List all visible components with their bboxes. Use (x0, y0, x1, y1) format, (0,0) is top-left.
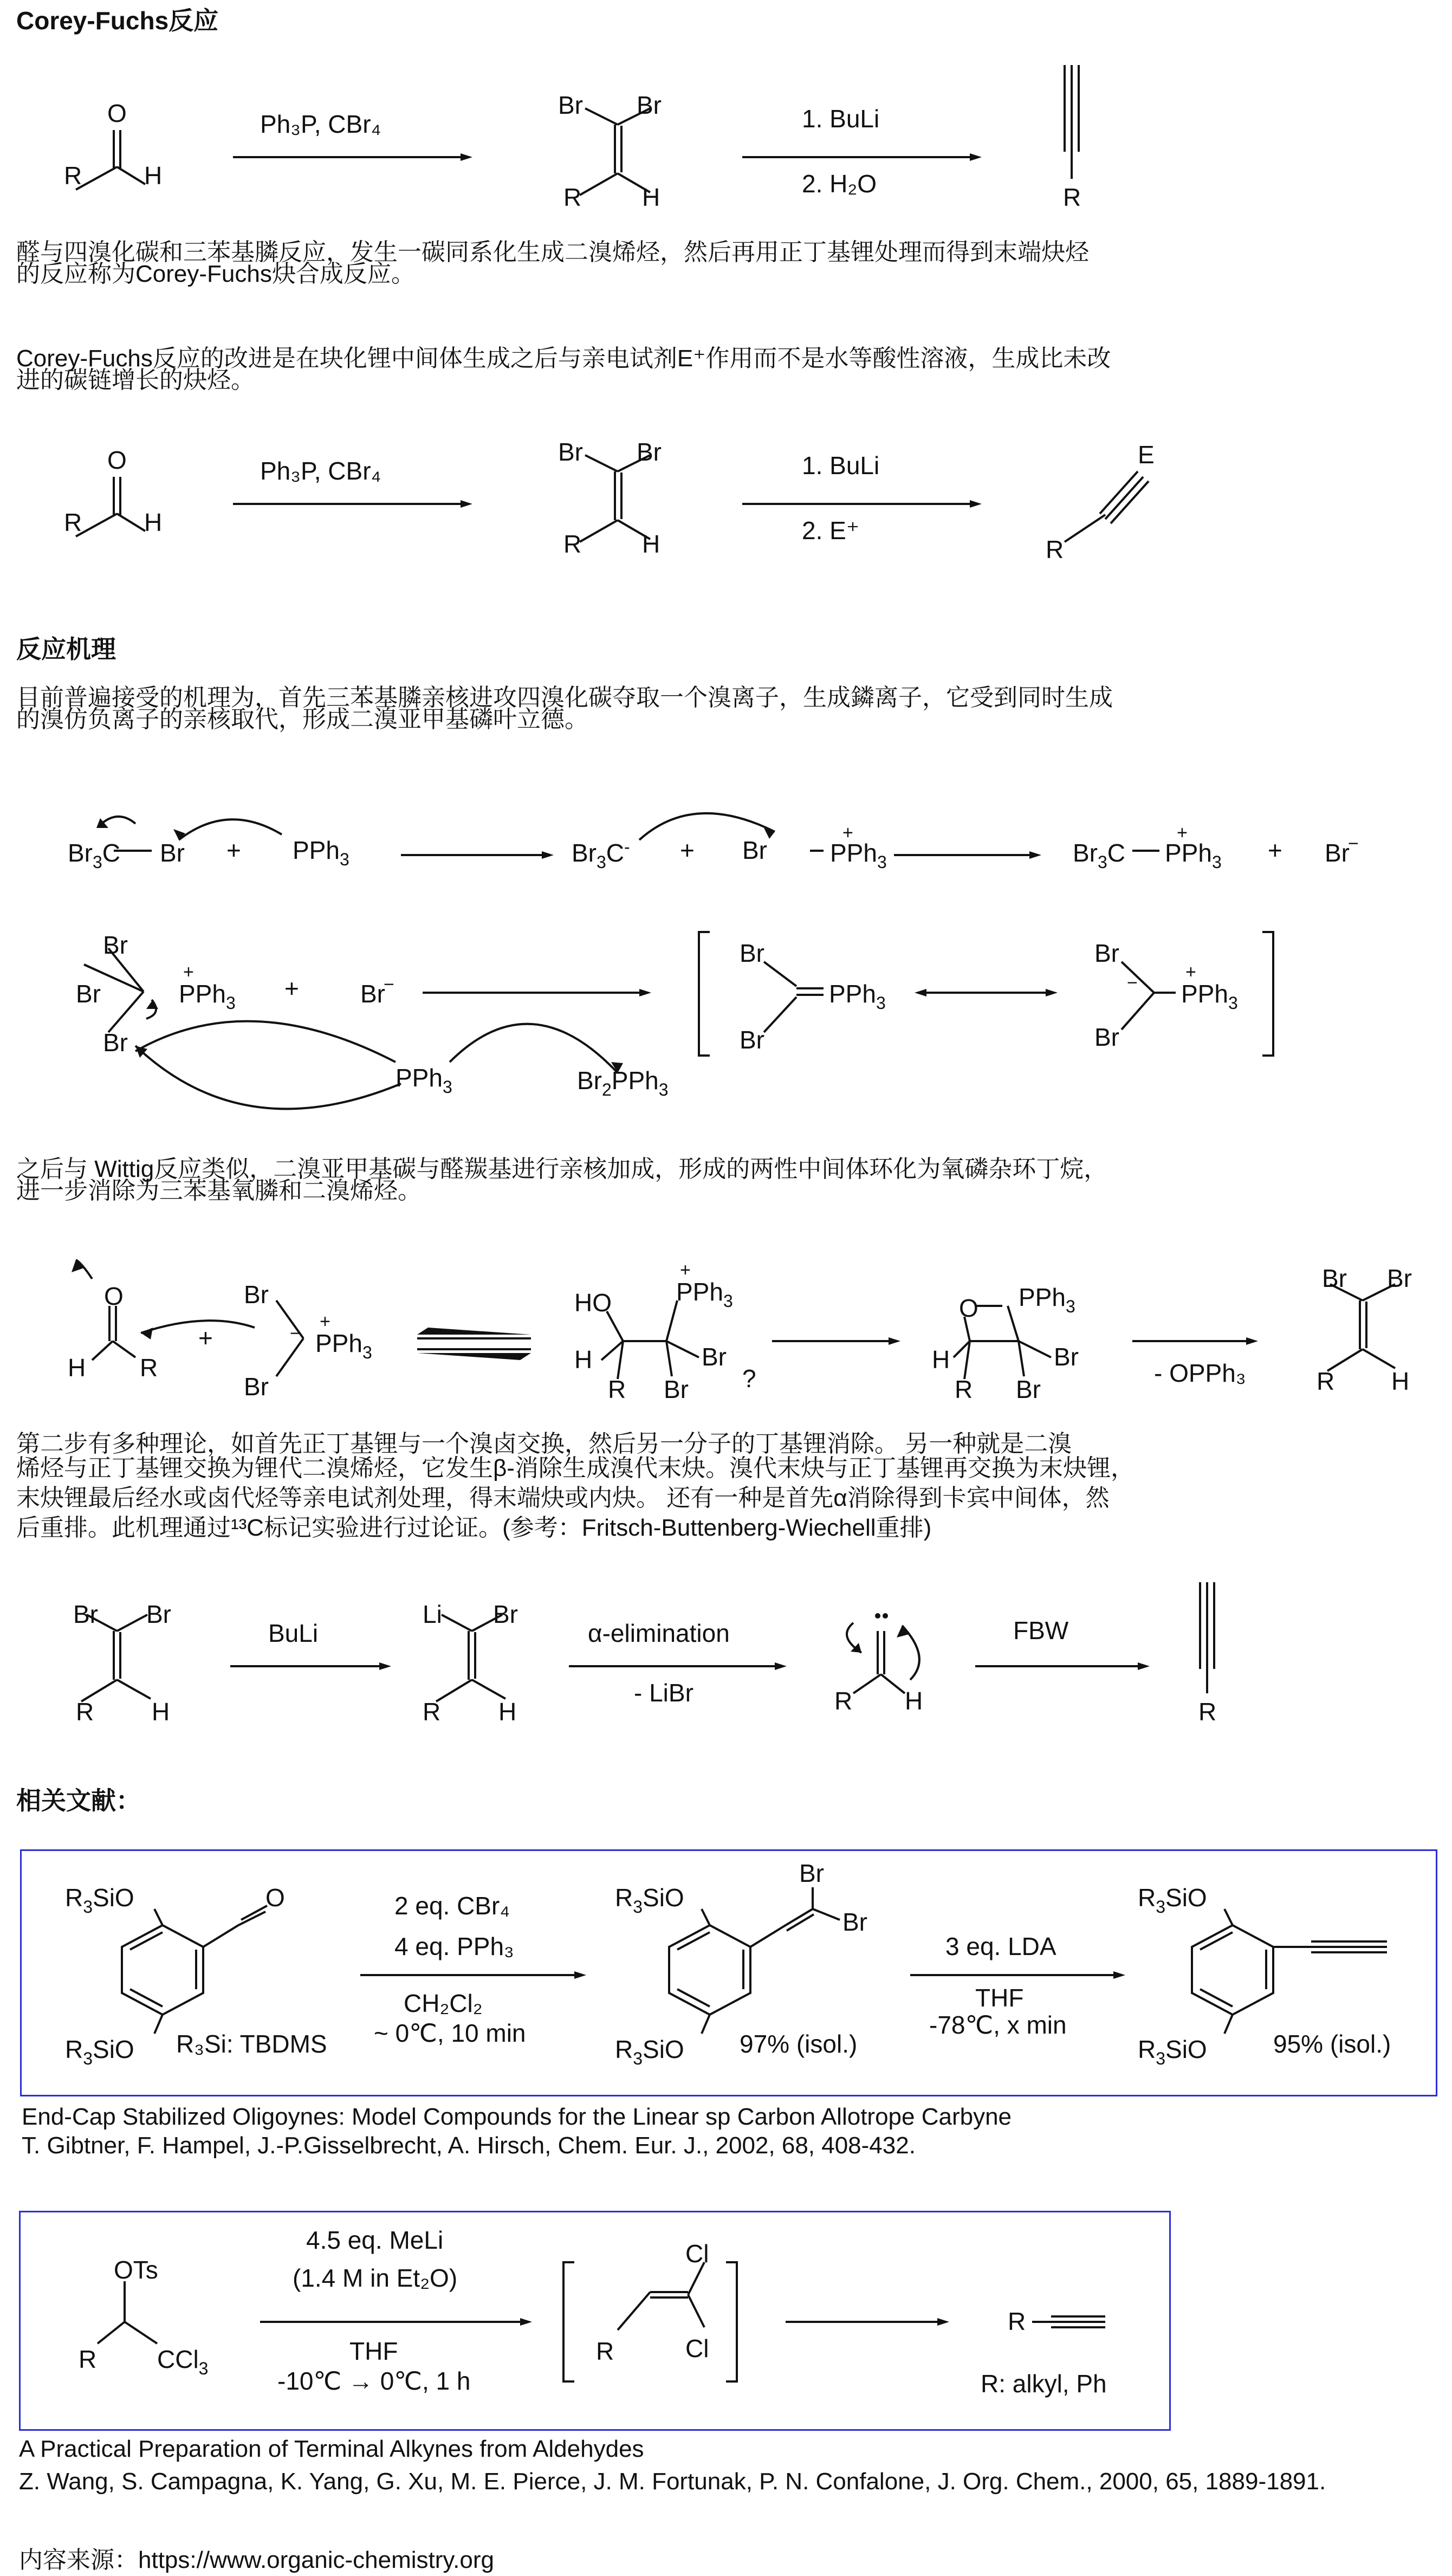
svg-text:R: R (563, 530, 582, 558)
scheme-corey-fuchs-improved (0, 428, 1452, 580)
yield-label: 95% (isol.) (1273, 2030, 1391, 2058)
scheme-corey-fuchs (0, 81, 1452, 233)
svg-text:R3SiO: $R_3SiO$ (65, 2035, 134, 2068)
svg-text:H: H (574, 1345, 593, 1374)
svg-text:OTs: OTs (114, 2256, 158, 2284)
svg-text:R: R (76, 1698, 94, 1726)
svg-text:O: O (107, 446, 127, 474)
svg-text:CH₂Cl₂: CH₂Cl₂ (404, 1989, 483, 2017)
svg-text:O: O (107, 99, 127, 127)
svg-text:Br: Br (493, 1600, 518, 1628)
svg-text:+: + (680, 836, 695, 864)
svg-text:Br: Br (1094, 1023, 1119, 1051)
svg-text:O: O (265, 1884, 285, 1912)
svg-text:Br3C: $Br_3C$ (68, 839, 121, 872)
svg-text:R: R (834, 1687, 853, 1715)
svg-text:PPh3: PPh$_3$ (829, 980, 886, 1013)
svg-text:H: H (905, 1687, 923, 1715)
svg-text:Br: Br (244, 1373, 269, 1401)
reagent-label: Ph₃P, CBr₄ (260, 110, 381, 138)
reference-title: A Practical Preparation of Terminal Alkynes from Aldehydes (19, 2436, 644, 2462)
svg-text:Br: Br (1387, 1264, 1412, 1292)
svg-text:R3SiO: $R_3SiO$ (1138, 2035, 1207, 2068)
mechanism-text: 第二步有多种理论，如首先正丁基锂与一个溴卤交换，然后另一分子的丁基锂消除。 另一种就是二溴 (16, 1431, 1072, 1457)
svg-text:PPh3: PPh$_3$ (396, 1064, 452, 1097)
svg-text:−: − (1348, 833, 1359, 854)
svg-text:-10℃ → 0℃, 1 h: -10℃ → 0℃, 1 h (277, 2367, 471, 2395)
svg-text:R3SiO: $R_3SiO$ (615, 1884, 684, 1917)
svg-text:~ 0℃, 10 min: ~ 0℃, 10 min (374, 2019, 526, 2047)
svg-text:H: H (144, 508, 163, 536)
svg-text:HO: HO (574, 1289, 612, 1317)
svg-text:4 eq. PPh₃: 4 eq. PPh₃ (394, 1932, 514, 1960)
reference-title: End-Cap Stabilized Oligoynes: Model Compounds for the Linear sp Carbon Allotrope Carbyne (22, 2103, 1012, 2130)
svg-text:+: + (183, 962, 194, 982)
svg-text:R: R (64, 508, 82, 536)
intro-line: 的反应称为Corey-Fuchs炔合成反应。 (16, 261, 415, 287)
svg-text:E: E (1138, 441, 1155, 469)
svg-text:R: R (423, 1698, 441, 1726)
svg-text:R: R (64, 161, 82, 190)
svg-text:?: ? (742, 1364, 756, 1393)
svg-text:H: H (152, 1698, 170, 1726)
svg-text:+: + (226, 836, 241, 864)
svg-text:Br: Br (702, 1343, 727, 1371)
svg-text:R: R (955, 1375, 973, 1403)
yield-label: 97% (isol.) (740, 2030, 858, 2058)
svg-text:+: + (680, 1260, 691, 1280)
source-credit: 内容来源：https://www.organic-chemistry.org (19, 2547, 494, 2573)
svg-text:+: + (284, 974, 299, 1002)
svg-text:Li: Li (423, 1600, 442, 1628)
svg-text:THF: THF (349, 2337, 398, 2365)
byproduct-label: - OPPh₃ (1154, 1359, 1246, 1387)
svg-text:+: + (1177, 823, 1188, 843)
reagent-label: 2. H₂O (802, 170, 877, 198)
svg-text:Br: Br (637, 91, 662, 119)
mechanism-text: 目前普遍接受的机理为，首先三苯基膦亲核进攻四溴化碳夺取一个溴离子，生成鏻离子，它受到同时生成 (16, 684, 1113, 711)
scheme-reference-2 (0, 2211, 1452, 2428)
svg-text:Br: Br (740, 939, 764, 967)
mechanism-text: 末炔锂最后经水或卤代烃等亲电试剂处理，得末端炔或内炔。 还有一种是首先α消除得到卡宾中间体，然 (16, 1485, 1110, 1511)
svg-text:Br: Br (160, 839, 185, 867)
svg-text:THF: THF (975, 1984, 1024, 2012)
svg-text:Br: Br (360, 980, 385, 1008)
improvement-line: 进的碳链增长的炔烃。 (16, 367, 255, 393)
mechanism-text: 烯烃与正丁基锂交换为锂代二溴烯烃，它发生β-消除生成溴代末炔。溴代末炔与正丁基锂再交换为末炔锂， (16, 1455, 1135, 1481)
svg-text:+: + (842, 823, 853, 843)
svg-text:Br: Br (664, 1375, 689, 1403)
svg-text:Br: Br (73, 1600, 98, 1628)
svg-text:H: H (932, 1345, 950, 1374)
svg-text:R: R (596, 2337, 614, 2365)
mechanism-text: 的溴仿负离子的亲核取代，形成二溴亚甲基磷叶立德。 (16, 706, 588, 733)
svg-text:R: R (563, 183, 582, 211)
svg-text:Cl: Cl (685, 2240, 709, 2268)
svg-text:H: H (642, 183, 660, 211)
svg-text:R: R (1317, 1367, 1335, 1395)
reagent-label: - LiBr (634, 1679, 693, 1707)
svg-text:PPh3: PPh$_3$ (315, 1329, 372, 1362)
mechanism-text: 后重排。此机理通过¹³C标记实验进行过论证。(参考：Fritsch-Buttenberg-Wiechell重排) (16, 1514, 932, 1541)
svg-text:PPh3: PPh$_3$ (1019, 1283, 1075, 1316)
reagent-label: 2. E⁺ (802, 516, 860, 545)
svg-text:+: + (1185, 962, 1196, 982)
svg-text:Br: Br (1322, 1264, 1347, 1292)
svg-text:(1.4 M in Et₂O): (1.4 M in Et₂O) (293, 2264, 458, 2292)
svg-text:Br: Br (1016, 1375, 1041, 1403)
svg-text:CCl3: CCl$_3$ (157, 2345, 209, 2378)
svg-text:3 eq. LDA: 3 eq. LDA (945, 1932, 1056, 1960)
svg-text:Br: Br (842, 1908, 867, 1936)
improvement-line: Corey-Fuchs反应的改进是在块化锂中间体生成之后与亲电试剂E⁺作用而不是水等酸性溶液，生成比未改 (16, 345, 1111, 372)
svg-text:4.5 eq. MeLi: 4.5 eq. MeLi (306, 2226, 444, 2254)
mechanism-heading: 反应机理 (16, 635, 116, 663)
reagent-label: α-elimination (588, 1619, 730, 1647)
svg-text:-78℃, x min: -78℃, x min (929, 2011, 1067, 2039)
scheme-mechanism-fbw (0, 1593, 1452, 1745)
reagent-label: 1. BuLi (802, 105, 880, 133)
reference-citation: T. Gibtner, F. Hampel, J.-P.Gisselbrecht, A. Hirsch, Chem. Eur. J., 2002, 68, 408-432. (22, 2132, 916, 2159)
substituent-note: R₃Si: TBDMS (176, 2030, 327, 2058)
svg-text:Br: Br (740, 1026, 764, 1054)
svg-text:PPh3: PPh$_3$ (830, 839, 887, 872)
svg-text:Br: Br (558, 91, 583, 119)
svg-text:R: R (1008, 2307, 1026, 2335)
svg-text:Br: Br (103, 1028, 128, 1057)
intro-line: 醛与四溴化碳和三苯基膦反应，发生一碳同系化生成二溴烯烃，然后再用正丁基锂处理而得到末端炔烃 (16, 239, 1089, 266)
reagent-label: Ph₃P, CBr₄ (260, 457, 381, 485)
svg-text:Br: Br (1094, 939, 1119, 967)
svg-text:R: R (79, 2345, 97, 2373)
svg-text:−: − (1127, 973, 1138, 993)
svg-text:H: H (498, 1698, 517, 1726)
svg-text:Br2PPh3: $Br_2PPh_3$ (577, 1066, 669, 1099)
svg-text:2 eq. CBr₄: 2 eq. CBr₄ (394, 1892, 510, 1920)
svg-text:Cl: Cl (685, 2334, 709, 2363)
svg-text:Br3C-: $Br_3C^-$ (572, 837, 630, 872)
svg-text:Br: Br (558, 438, 583, 466)
svg-text:Br: Br (1054, 1343, 1079, 1371)
mechanism-text: 之后与 Wittig反应类似，二溴亚甲基碳与醛羰基进行亲核加成，形成的两性中间体环化为氧磷杂环丁烷， (16, 1156, 1108, 1182)
svg-text:Br: Br (1325, 839, 1350, 867)
svg-text:R: R (140, 1354, 158, 1382)
svg-text:H: H (642, 530, 660, 558)
svg-text:Br: Br (146, 1600, 171, 1628)
svg-text:R3SiO: $R_3SiO$ (615, 2035, 684, 2068)
svg-text:O: O (104, 1282, 124, 1310)
svg-text:PPh3: PPh$_3$ (1165, 839, 1222, 872)
svg-text:Br: Br (637, 438, 662, 466)
svg-text:PPh3: PPh$_3$ (293, 836, 349, 869)
svg-text:Br: Br (103, 931, 128, 959)
reagent-label: BuLi (268, 1619, 319, 1647)
svg-text:+: + (1268, 836, 1282, 864)
svg-text:Br: Br (742, 836, 767, 864)
svg-text:Br: Br (76, 980, 101, 1008)
mechanism-text: 进一步消除为三苯基氧膦和二溴烯烃。 (16, 1177, 422, 1204)
page-title: Corey-Fuchs反应 (16, 7, 219, 35)
svg-text:H: H (1391, 1367, 1410, 1395)
svg-text:R: R (1063, 183, 1081, 211)
svg-text:H: H (144, 161, 163, 190)
svg-text:−: − (290, 1323, 301, 1344)
svg-text:R3SiO: $R_3SiO$ (65, 1884, 134, 1917)
svg-text:PPh3: PPh$_3$ (1181, 980, 1238, 1013)
svg-text:R: R (608, 1375, 626, 1403)
svg-text:Br3C: $Br_3C$ (1073, 839, 1126, 872)
svg-text:R: R (1198, 1698, 1217, 1726)
svg-text:H: H (68, 1354, 86, 1382)
svg-text:+: + (320, 1311, 330, 1332)
svg-text:+: + (198, 1324, 213, 1352)
reference-citation: Z. Wang, S. Campagna, K. Yang, G. Xu, M. E. Pierce, J. M. Fortunak, P. N. Confalone, J. Org. Chem., 2000, 65, 1889-1891. (19, 2468, 1326, 2495)
scheme-reference-1 (0, 1849, 1452, 2093)
reagent-label: 1. BuLi (802, 451, 880, 480)
svg-text:R3SiO: $R_3SiO$ (1138, 1884, 1207, 1917)
svg-text:Br: Br (244, 1280, 269, 1309)
scheme-mechanism-wittig (0, 1246, 1452, 1420)
svg-text:Br: Br (799, 1859, 824, 1887)
scheme-mechanism-ylide (0, 759, 1452, 1127)
literature-heading: 相关文献： (16, 1787, 141, 1815)
svg-text:−: − (384, 974, 394, 995)
svg-text:R: R (1046, 535, 1064, 564)
svg-text:R: alkyl, Ph: R: alkyl, Ph (981, 2370, 1107, 2398)
svg-text:PPh3: PPh$_3$ (179, 980, 236, 1013)
reagent-label: FBW (1013, 1616, 1069, 1645)
svg-text:PPh3: PPh$_3$ (676, 1278, 733, 1311)
svg-text:O: O (959, 1294, 978, 1322)
